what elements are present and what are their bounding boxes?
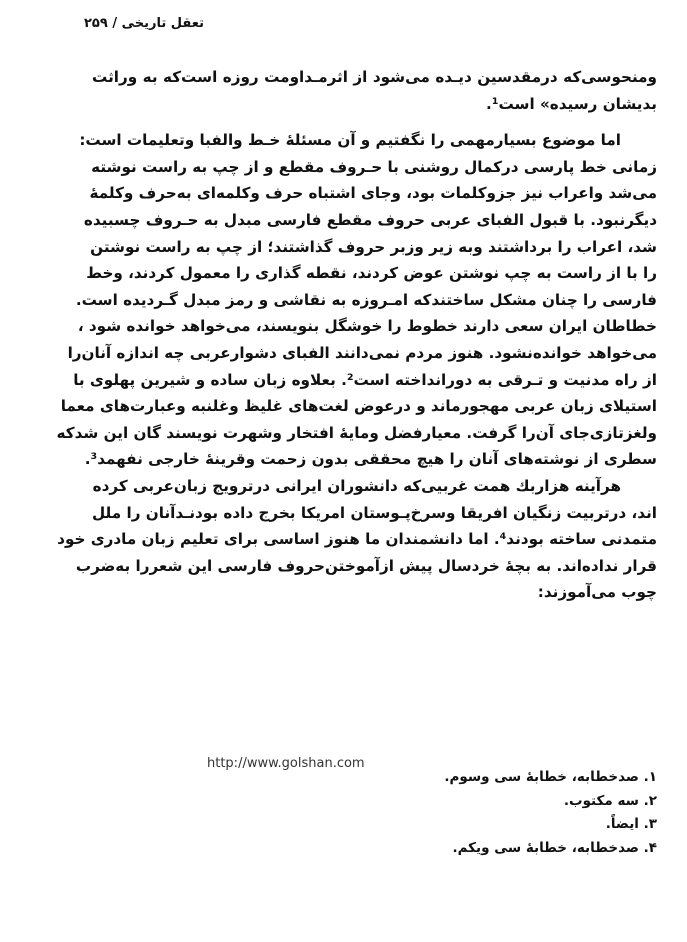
text-line: از راه مدنیت و تـرقی به دورانداخته است². بعلاوه زبان ساده و شیرین پهلوی با — [73, 370, 657, 389]
text-line: فارسی را چنان مشکل ساختندکه امـروزه به نقاشی و رمز مبدل گـردیده است. — [75, 290, 657, 309]
text-line: خطاطان ایران سعی دارند خطوط را خوشگل بنویسند، می‌خواهد خوانده شود ، — [77, 317, 657, 336]
text-line: سطری از نوشته‌های آنان را هیچ محققی بدون زحمت وقرینهٔ خارجی نفهمد³. — [84, 450, 657, 469]
text-line: ولغزتازی‌جای آن‌را گرفت. معیارفضل ومایهٔ افتخار وشهرت نویسند گان این شدکه — [56, 423, 657, 442]
text-line: قرار نداده‌اند. به بچهٔ خردسال پیش ازآموختن‌حروف فارسی این شعررا به‌ضرب — [75, 556, 657, 575]
footnote: ۱. صدخطابه، خطابهٔ سی وسوم. — [444, 769, 657, 785]
footnote: ۴. صدخطابه، خطابهٔ سی ویکم. — [452, 839, 657, 856]
text-line: استیلای زبان عربی مهجورماند و درعوض لغت‌های غلیظ وغلنبه وعبارت‌های معما — [60, 397, 657, 416]
text-line: می‌شد واعراب نیز جزوکلمات بود، وجای اشتباه حرف وکلمه‌ای به‌حرف وکلمهٔ — [89, 184, 657, 203]
text-line: ومنحوسی‌که درمقدسین دیـده می‌شود از اثرمـداومت روزه است‌که به وراثت — [92, 68, 657, 86]
text-line: زمانی خط پارسی درکمال روشنی با حـروف مقطع و از چپ به راست نوشته — [91, 157, 657, 176]
footnotes — [92, 766, 657, 860]
text-line: هرآینه هزاربك همت غربیی‌که دانشوران ایرانی درترویج زبان‌عربی کرده‌ — [92, 476, 621, 495]
body-text — [56, 64, 657, 606]
paragraph-3 — [57, 473, 657, 606]
running-header: تعقل تاریخی / ۲۵۹ — [84, 16, 204, 31]
footnote: ۳. ایضاً. — [605, 816, 657, 832]
text-line: اما موضوع بسیارمهمی را نگفتیم و آن مسئلهٔ خـط والفبا وتعلیمات است: — [79, 131, 621, 150]
text-line: می‌خواهد خوانده‌نشود. هنوز مردم نمی‌دانند الفبای دشوارعربی چه اندازه آنان‌را — [67, 343, 657, 362]
footnote: ۲. سه مکتوب. — [563, 792, 657, 809]
paragraph-1 — [92, 64, 657, 117]
text-line: دیگرنبود. با قبول الفبای عربی حروف مقطع فارسی مبدل به حـروف چسبیده — [83, 210, 657, 229]
text-line: اند، درتربیت زنگیان افریقا وسرخ‌پـوستان امریکا بخرج داده بودنـدآنان را ملل — [92, 503, 657, 522]
text-line: چوب می‌آموزند: — [537, 583, 657, 602]
text-line: بدیشان رسیده» است¹. — [486, 94, 657, 113]
text-line: شد، اعراب را برداشتند وبه زیر وزبر حروف گذاشتند؛ از چپ به راست نوشتن — [90, 237, 657, 256]
text-line: متمدنی ساخته بودند⁴. اما دانشمندان ما هنوز اساسی برای تعلیم زبان مادری خود — [57, 530, 657, 549]
text-line: را با از راست به چپ نوشتن عوض کردند، نقطه گذاری را معمول کردند، وخط — [86, 264, 657, 283]
paragraph-2 — [56, 127, 657, 473]
watermark-url: http://www.golshan.com — [207, 756, 365, 771]
